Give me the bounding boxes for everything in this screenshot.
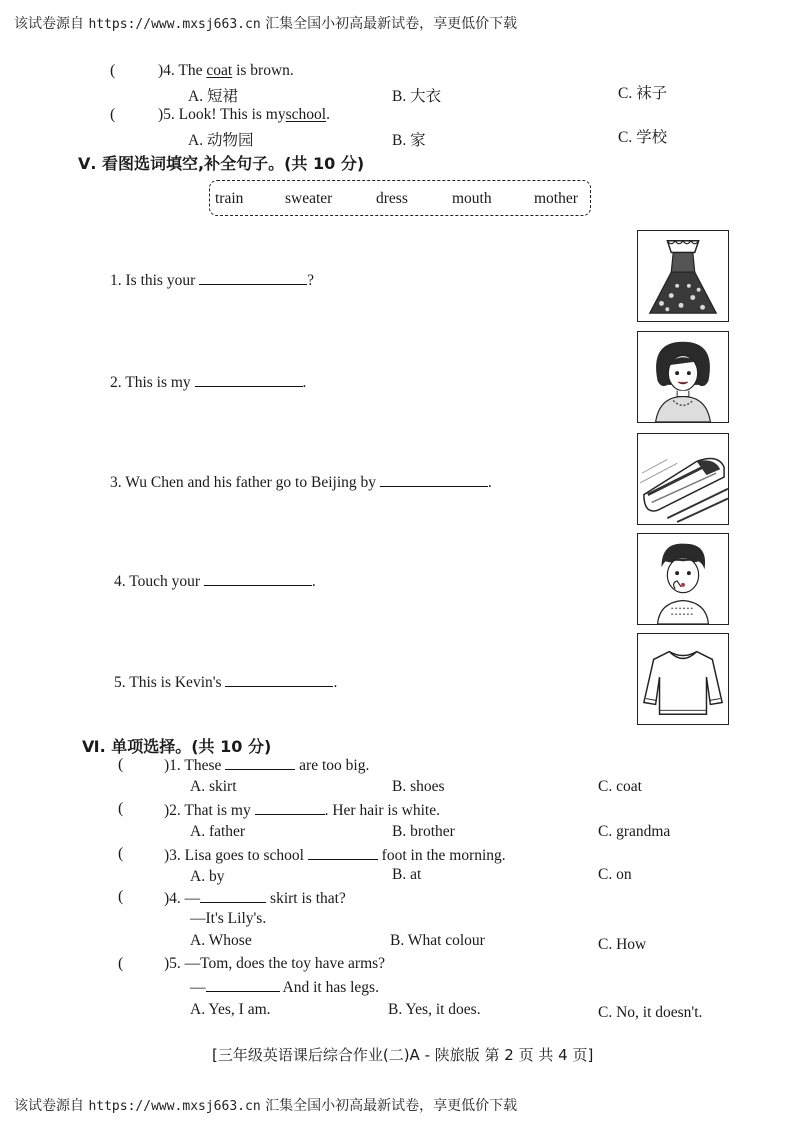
train-image (637, 433, 729, 525)
dress-image (637, 230, 729, 322)
boy-mouth-image (637, 533, 729, 625)
question-text: )4. The coat is brown. (158, 62, 294, 79)
question-text: )2. That is my . Her hair is white. (164, 802, 440, 819)
answer-blank[interactable] (204, 571, 312, 586)
answer-blank[interactable] (195, 372, 303, 387)
answer-paren-open: ( (110, 106, 116, 123)
word-bank-item: train (215, 190, 244, 207)
section-6-title: Ⅵ. 单项选择。(共 10 分) (82, 737, 272, 756)
option-a: A. 动物园 (188, 132, 254, 149)
answer-paren-open: ( (118, 955, 124, 972)
answer-blank[interactable] (206, 977, 280, 992)
answer-blank[interactable] (308, 845, 378, 860)
answer-blank[interactable] (225, 755, 295, 770)
option-a: A. Whose (190, 932, 252, 949)
option-a: A. Yes, I am. (190, 1001, 271, 1018)
option-c: C. grandma (598, 823, 671, 840)
word-bank-item: dress (376, 190, 408, 207)
watermark-suffix: 汇集全国小初高最新试卷，享更低价下载 (265, 1098, 518, 1114)
answer-paren-open: ( (118, 800, 124, 817)
word-bank-item: mouth (452, 190, 492, 207)
option-b: B. at (392, 866, 422, 883)
option-b: B. brother (392, 823, 455, 840)
option-c: C. How (598, 936, 647, 953)
fill-item-5: 5. This is Kevin's . (114, 674, 338, 691)
fill-item-1: 1. Is this your ? (110, 272, 315, 289)
mother-image (637, 331, 729, 423)
option-c: C. No, it doesn't. (598, 1004, 703, 1021)
option-b: B. shoes (392, 778, 445, 795)
option-c: C. coat (598, 778, 642, 795)
watermark-bottom (14, 1095, 517, 1115)
page-footer: [三年级英语课后综合作业(二)A - 陕旅版 第 2 页 共 4 页] (212, 1046, 594, 1064)
answer-blank[interactable] (380, 472, 488, 487)
keyword: coat (206, 62, 233, 79)
section-5-title: Ⅴ. 看图选词填空,补全句子。(共 10 分) (78, 154, 365, 173)
sweater-image (637, 633, 729, 725)
fill-item-2: 2. This is my . (110, 374, 307, 391)
answer-blank[interactable] (199, 270, 307, 285)
question-text: )3. Lisa goes to school foot in the morning. (164, 847, 506, 864)
option-c: C. 学校 (618, 129, 668, 146)
question-reply: —It's Lily's. (190, 910, 267, 927)
watermark-suffix: 汇集全国小初高最新试卷，享更低价下载 (265, 16, 518, 32)
option-b: B. 大衣 (392, 88, 442, 105)
answer-blank[interactable] (200, 888, 266, 903)
answer-paren-open: ( (118, 845, 124, 862)
word-bank-item: mother (534, 190, 578, 207)
keyword: school (285, 106, 327, 123)
question-text: )1. These are too big. (164, 757, 370, 774)
option-a: A. father (190, 823, 246, 840)
option-c: C. on (598, 866, 632, 883)
answer-blank[interactable] (255, 800, 325, 815)
question-reply: — And it has legs. (190, 979, 379, 996)
watermark-prefix: 该试卷源自 (14, 1098, 84, 1114)
answer-paren-open: ( (110, 62, 116, 79)
option-b: B. Yes, it does. (388, 1001, 481, 1018)
answer-paren-open: ( (118, 756, 124, 773)
word-bank-item: sweater (285, 190, 333, 207)
watermark-top (14, 13, 517, 33)
watermark-url: https://www.mxsj663.cn (88, 1099, 261, 1114)
answer-blank[interactable] (225, 672, 333, 687)
option-a: A. skirt (190, 778, 237, 795)
watermark-url: https://www.mxsj663.cn (88, 17, 261, 32)
fill-item-3: 3. Wu Chen and his father go to Beijing by . (110, 474, 492, 491)
option-c: C. 袜子 (618, 85, 668, 102)
option-b: B. 家 (392, 132, 426, 149)
answer-paren-open: ( (118, 888, 124, 905)
option-b: B. What colour (390, 932, 485, 949)
question-text: )4. — skirt is that? (164, 890, 346, 907)
fill-item-4: 4. Touch your . (114, 573, 316, 590)
question-text: )5. —Tom, does the toy have arms? (164, 955, 386, 972)
option-a: A. by (190, 868, 225, 885)
option-a: A. 短裙 (188, 88, 238, 105)
question-text: )5. Look! This is myschool. (158, 106, 330, 123)
watermark-prefix: 该试卷源自 (14, 16, 84, 32)
